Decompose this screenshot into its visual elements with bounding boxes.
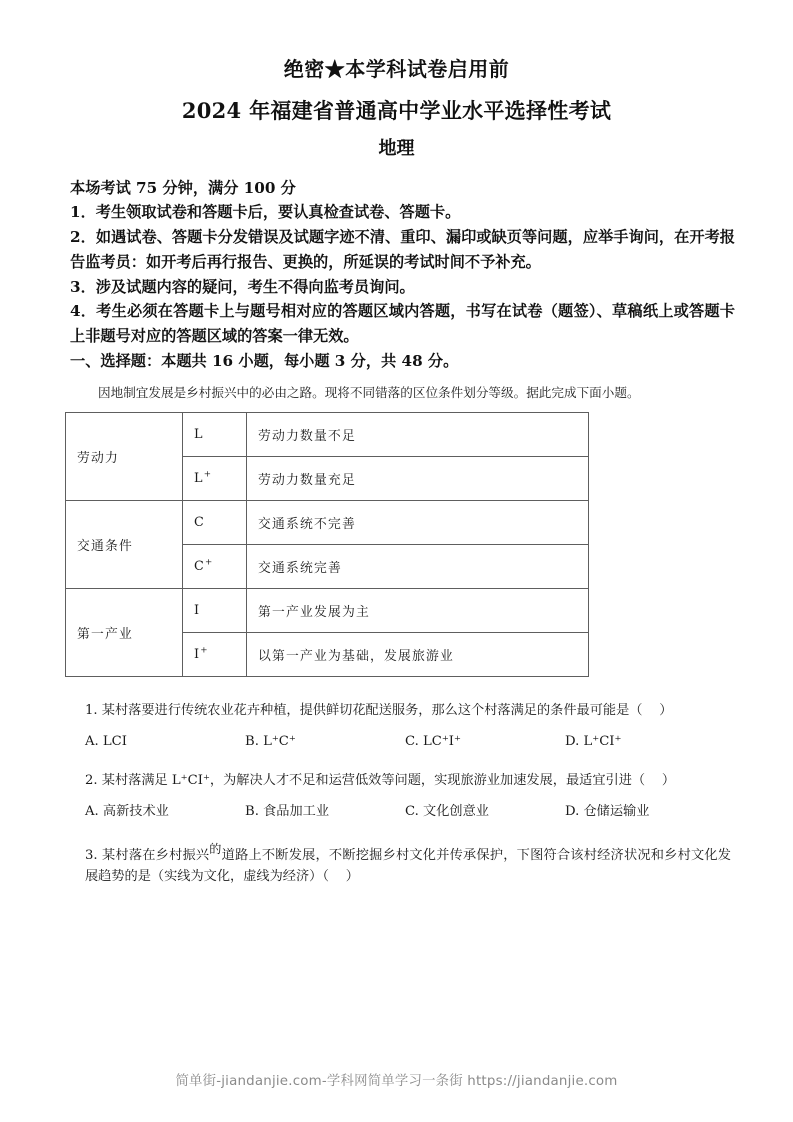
table-cell-code <box>183 544 247 588</box>
question-3-stem-raised-char: 的 <box>209 842 222 857</box>
question-2 <box>85 771 731 823</box>
condition-table <box>65 412 589 677</box>
question-3-stem-close: ） <box>345 868 359 884</box>
exam-title: 2024 年福建省普通高中学业水平选择性考试 <box>181 98 612 123</box>
question-3-stem <box>85 840 731 887</box>
questions-block <box>85 701 731 888</box>
code-base: C <box>194 514 205 530</box>
table-cell-code <box>183 456 247 500</box>
table-row <box>66 412 589 456</box>
question-2-number: 2. <box>85 772 98 788</box>
question-1-number: 1. <box>85 702 98 718</box>
code-base: I <box>194 646 201 662</box>
table-cell-description: 交通系统完善 <box>247 544 589 588</box>
table-cell-code <box>183 412 247 456</box>
table-cell-category: 第一产业 <box>66 588 183 676</box>
option-c[interactable]: C. 文化创意业 <box>405 804 489 820</box>
table-cell-description: 交通系统不完善 <box>247 500 589 544</box>
option-b[interactable]: B. L⁺C⁺ <box>245 734 296 750</box>
exam-duration-line: 本场考试 75 分钟，满分 100 分 <box>70 178 296 197</box>
instructions-block <box>70 176 735 374</box>
table-cell-code <box>183 500 247 544</box>
option-a[interactable]: A. LCI <box>85 734 127 750</box>
question-3 <box>85 840 731 887</box>
code-base: L <box>194 470 204 486</box>
option-c[interactable]: C. LC⁺I⁺ <box>405 734 461 750</box>
table-cell-description: 劳动力数量不足 <box>247 412 589 456</box>
question-3-stem-part1: 某村落在乡村振兴 <box>102 848 210 864</box>
question-1 <box>85 701 731 753</box>
question-1-options <box>85 732 731 752</box>
stimulus-paragraph: 因地制宜发展是乡村振兴中的必由之路。现将不同错落的区位条件划分等级。据此完成下面小题。 <box>98 384 640 400</box>
table-row <box>66 500 589 544</box>
instruction-item-3: 3．涉及试题内容的疑问，考生不得向监考员询问。 <box>70 277 415 296</box>
table-cell-category: 交通条件 <box>66 500 183 588</box>
footer-watermark: 简单街-jiandanjie.com-学科网简单学习一条街 https://jiandanjie.com <box>175 1074 618 1089</box>
code-superscript: + <box>200 645 209 656</box>
option-a[interactable]: A. 高新技术业 <box>85 804 169 820</box>
code-superscript: + <box>205 557 214 568</box>
condition-table-wrapper <box>65 412 554 677</box>
question-3-number: 3. <box>85 848 98 864</box>
question-2-stem-close: ） <box>661 772 676 788</box>
option-b[interactable]: B. 食品加工业 <box>245 804 330 820</box>
subject-title: 地理 <box>378 138 415 160</box>
table-cell-code <box>183 632 247 676</box>
table-cell-code <box>183 588 247 632</box>
option-d[interactable]: D. 仓储运输业 <box>565 804 650 820</box>
code-base: I <box>194 602 201 618</box>
security-notice: 绝密★本学科试卷启用前 <box>283 57 510 81</box>
table-row <box>66 588 589 632</box>
question-1-stem-text: 某村落要进行传统农业花卉种植，提供鲜切花配送服务，那么这个村落满足的条件最可能是（ <box>101 702 643 718</box>
code-superscript: + <box>203 469 213 480</box>
section-header-choice: 一、选择题：本题共 16 小题，每小题 3 分，共 48 分。 <box>70 352 459 370</box>
question-2-stem-text: 某村落满足 L⁺CI⁺，为解决人才不足和运营低效等问题，实现旅游业加速发展，最适宜引进（ <box>101 772 646 788</box>
instruction-item-4: 4．考生必须在答题卡上与题号相对应的答题区域内答题，书写在试卷（题签）、草稿纸上或答题卡上非题号对应的答题区域的答案一律无效。 <box>70 302 735 346</box>
question-2-options <box>85 802 731 822</box>
instruction-item-2: 2．如遇试卷、答题卡分发错误及试题字迹不清、重印、漏印或缺页等问题，应举手询问，在开考报告监考员：如开考后再行报告、更换的，所延误的考试时间不予补充。 <box>70 228 735 271</box>
question-1-stem-close: ） <box>659 702 673 718</box>
code-base: L <box>194 426 204 442</box>
table-cell-description: 劳动力数量充足 <box>247 456 589 500</box>
instruction-item-1: 1．考生领取试卷和答题卡后，要认真检查试卷、答题卡。 <box>70 203 461 222</box>
table-cell-description: 以第一产业为基础，发展旅游业 <box>247 632 589 676</box>
page-title-block <box>0 0 793 162</box>
question-3-stem-part2: 道路上不断发展，不断挖掘乡村文化并传承保护，下图符合该村经济状况和乡村文化发展趋势的是（实线为文化，虚线为经济）（ <box>85 848 731 884</box>
question-1-stem <box>85 701 731 721</box>
option-d[interactable]: D. L⁺CI⁺ <box>565 734 622 750</box>
table-cell-description: 第一产业发展为主 <box>247 588 589 632</box>
table-cell-category: 劳动力 <box>66 412 183 500</box>
code-base: C <box>194 558 205 574</box>
question-2-stem <box>85 771 731 791</box>
